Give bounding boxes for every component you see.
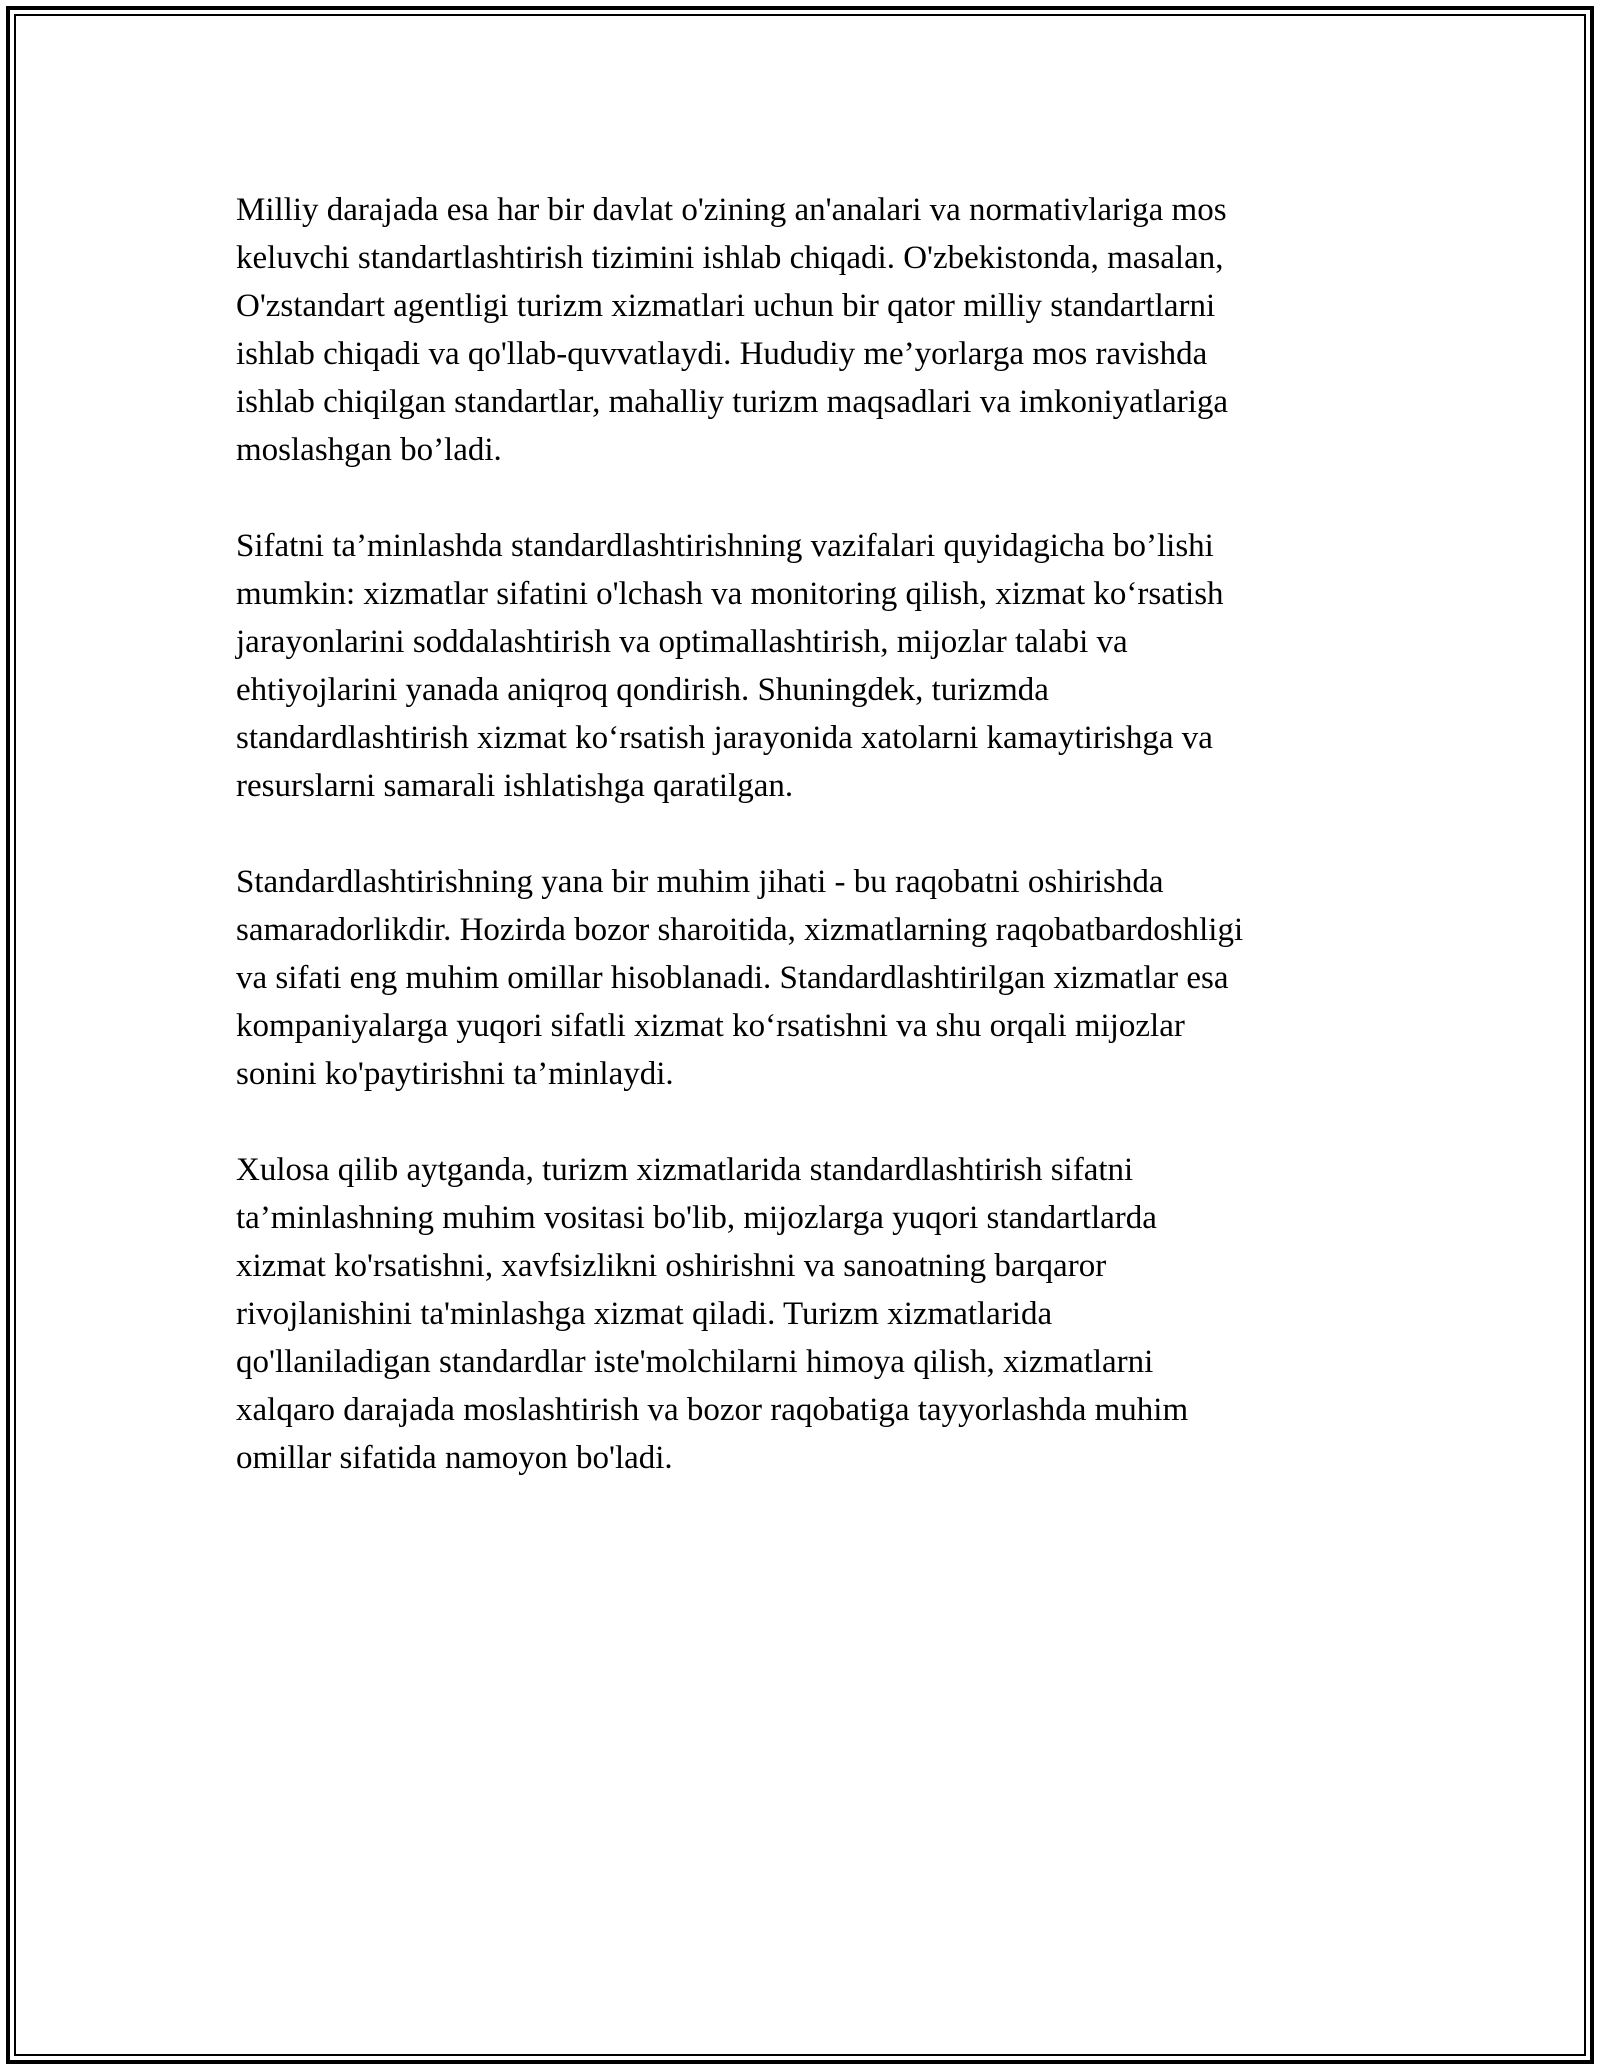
- text-line: rivojlanishini ta'minlashga xizmat qiladi. Turizm xizmatlarida: [236, 1296, 1053, 1332]
- text-line: Standardlashtirishning yana bir muhim jihati - bu raqobatni oshirishda: [236, 864, 1164, 900]
- text-line: ehtiyojlarini yanada aniqroq qondirish. Shuningdek, turizmda: [236, 672, 1049, 708]
- text-line: Xulosa qilib aytganda, turizm xizmatlarida standardlashtirish sifatni: [236, 1152, 1134, 1188]
- text-line: qo'llaniladigan standardlar iste'molchilarni himoya qilish, xizmatlarni: [236, 1344, 1154, 1380]
- paragraph-national-standards: [236, 186, 1376, 474]
- text-line: ishlab chiqilgan standartlar, mahalliy turizm maqsadlari va imkoniyatlariga: [236, 384, 1229, 420]
- document-body: [236, 186, 1376, 1530]
- text-line: keluvchi standartlashtirish tizimini ishlab chiqadi. O'zbekistonda, masalan,: [236, 240, 1224, 276]
- text-line: Sifatni ta’minlashda standardlashtirishning vazifalari quyidagicha bo’lishi: [236, 528, 1214, 564]
- text-line: resurslarni samarali ishlatishga qaratilgan.: [236, 768, 794, 804]
- text-line: jarayonlarini soddalashtirish va optimallashtirish, mijozlar talabi va: [236, 624, 1128, 660]
- text-line: O'zstandart agentligi turizm xizmatlari uchun bir qator milliy standartlarni: [236, 288, 1216, 324]
- text-line: standardlashtirish xizmat ko‘rsatish jarayonida xatolarni kamaytirishga va: [236, 720, 1213, 756]
- text-line: kompaniyalarga yuqori sifatli xizmat ko‘rsatishni va shu orqali mijozlar: [236, 1008, 1185, 1044]
- text-line: samaradorlikdir. Hozirda bozor sharoitida, xizmatlarning raqobatbardoshligi: [236, 912, 1244, 948]
- text-line: ta’minlashning muhim vositasi bo'lib, mijozlarga yuqori standartlarda: [236, 1200, 1157, 1236]
- text-line: Milliy darajada esa har bir davlat o'zining an'analari va normativlariga mos: [236, 192, 1227, 228]
- text-line: mumkin: xizmatlar sifatini o'lchash va monitoring qilish, xizmat ko‘rsatish: [236, 576, 1224, 612]
- text-line: omillar sifatida namoyon bo'ladi.: [236, 1440, 673, 1476]
- paragraph-conclusion: [236, 1146, 1376, 1482]
- text-line: xalqaro darajada moslashtirish va bozor raqobatiga tayyorlashda muhim: [236, 1392, 1189, 1428]
- text-line: ishlab chiqadi va qo'llab-quvvatlaydi. Hududiy me’yorlarga mos ravishda: [236, 336, 1208, 372]
- text-line: moslashgan bo’ladi.: [236, 432, 502, 468]
- text-line: xizmat ko'rsatishni, xavfsizlikni oshirishni va sanoatning barqaror: [236, 1248, 1107, 1284]
- text-line: sonini ko'paytirishni ta’minlaydi.: [236, 1056, 674, 1092]
- paragraph-quality-tasks: [236, 522, 1376, 810]
- paragraph-competition: [236, 858, 1376, 1098]
- text-line: va sifati eng muhim omillar hisoblanadi. Standardlashtirilgan xizmatlar esa: [236, 960, 1229, 996]
